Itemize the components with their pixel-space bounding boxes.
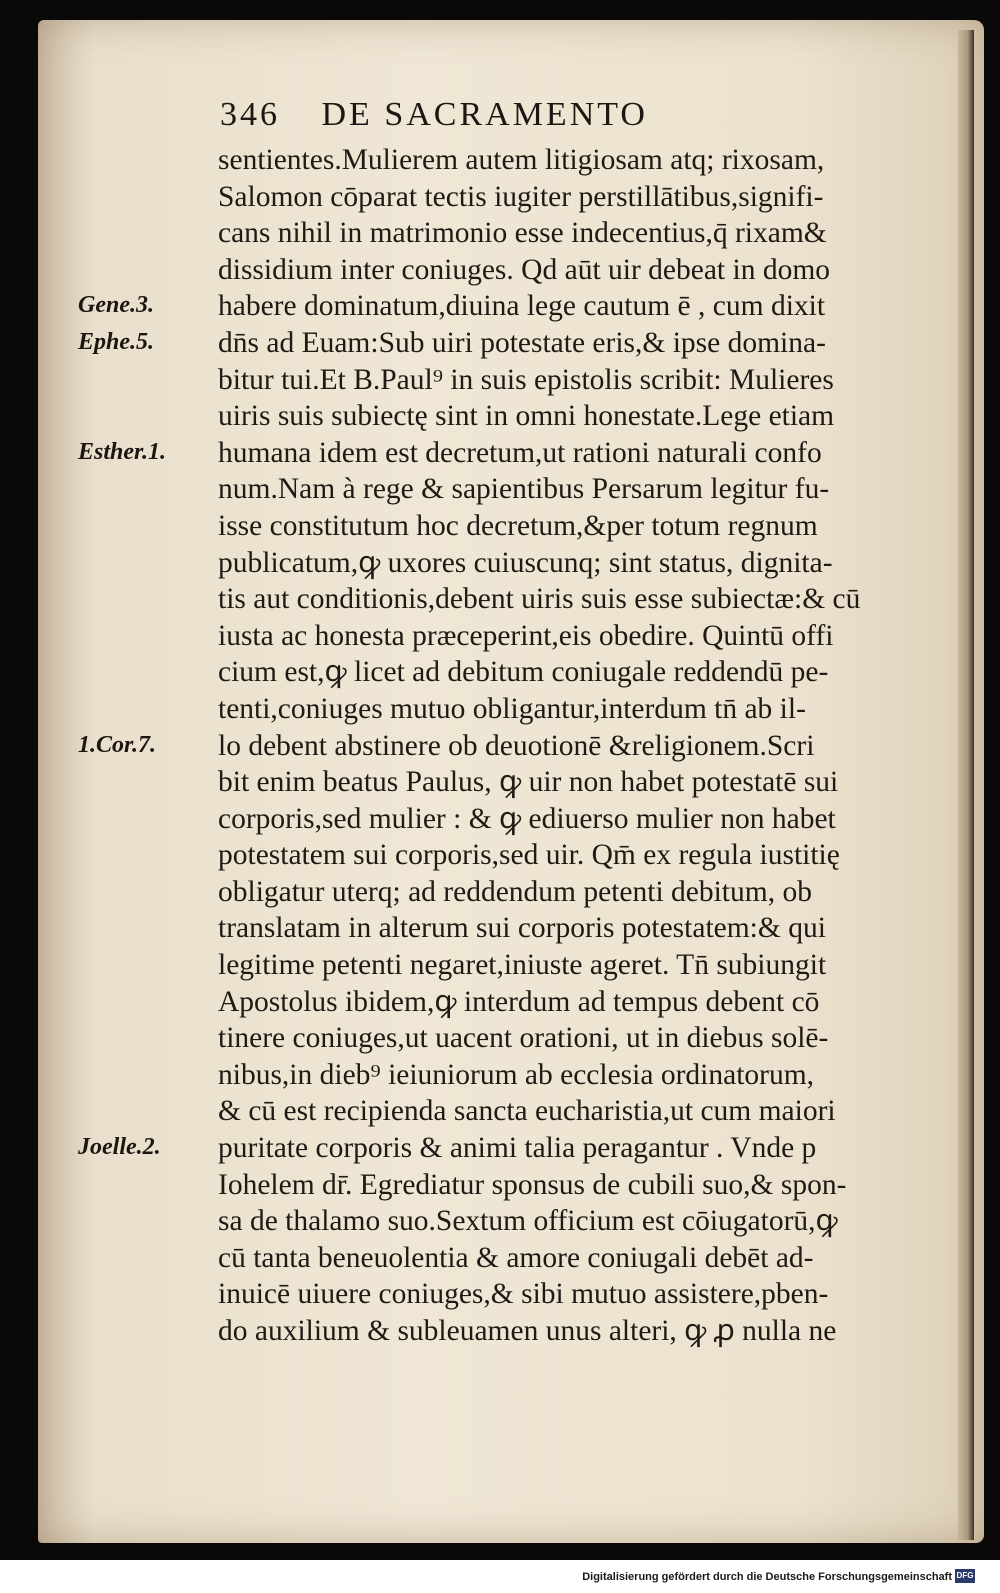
text-line: legitime petenti negaret,iniuste ageret. Tn̄ subiungit [218, 949, 827, 982]
digitization-credit: Digitalisierung gefördert durch die Deutsche Forschungsgemeinschaft [582, 1571, 952, 1583]
text-line: tinere coniuges,ut uacent orationi, ut in diebus solē- [218, 1022, 829, 1055]
text-line: tis aut conditionis,debent uiris suis esse subiectæ:& cū [218, 583, 861, 616]
marginal-note: Gene.3. [78, 292, 154, 319]
text-line: dissidium inter coniuges. Qd aūt uir debeat in domo [218, 253, 831, 286]
running-title: DE SACRAMENTO [321, 96, 648, 133]
text-line: obligatur uterq; ad reddendum petenti debitum, ob [218, 875, 812, 908]
text-line: dn̄s ad Euam:Sub uiri potestate eris,& ipse domina- [218, 326, 826, 359]
text-line: isse constitutum hoc decretum,&per totum regnum [218, 509, 818, 542]
text-line: humana idem est decretum,ut rationi naturali confo [218, 436, 822, 469]
marginal-note: Esther.1. [78, 438, 167, 465]
marginal-note: Ephe.5. [78, 329, 155, 355]
text-line: cans nihil in matrimonio esse indecentius,q̄ rixam& [218, 217, 827, 250]
text-line: nibus,in dieb⁹ ieiuniorum ab ecclesia ordinatorum, [218, 1058, 815, 1091]
marginal-note: Joelle.2. [78, 1134, 161, 1161]
text-line: uiris suis subiectę sint in omni honestate.Lege etiam [218, 400, 835, 433]
body-text [218, 142, 953, 1350]
text-line: translatam in alterum sui corporis potestatem:& qui [218, 912, 826, 945]
text-line: sentientes.Mulierem autem litigiosam atq; rixosam, [218, 144, 825, 176]
marginal-note: 1.Cor.7. [78, 731, 157, 758]
text-line: publicatum,ꝙ uxores cuiuscunq; sint status, dignita- [218, 546, 833, 579]
text-line: num.Nam à rege & sapientibus Persarum legitur fu- [218, 473, 830, 506]
page-edge [958, 30, 974, 1540]
text-line: sa de thalamo suo.Sextum officium est cōiugatorū,ꝙ [218, 1205, 838, 1238]
text-line: cū tanta beneuolentia & amore coniugali debēt ad- [218, 1241, 814, 1274]
text-line: bit enim beatus Paulus, ꝙ uir non habet potestatē sui [218, 766, 839, 799]
page-header [220, 96, 648, 134]
text-line: potestatem sui corporis,sed uir. Qm̄ ex regula iustitię [218, 839, 840, 872]
text-line: habere dominatum,diuina lege cautum ē , cum dixit [218, 290, 826, 323]
text-line: Iohelem dr̄. Egrediatur sponsus de cubili suo,& spon- [218, 1168, 847, 1201]
text-line: bitur tui.Et B.Paul⁹ in suis epistolis scribit: Mulieres [218, 363, 834, 396]
text-line: & cū est recipienda sancta eucharistia,ut cum maiori [218, 1095, 836, 1128]
text-line: Salomon cōparat tectis iugiter perstillātibus,signifi- [218, 180, 824, 213]
text-line: Apostolus ibidem,ꝙ interdum ad tempus debent cō [218, 985, 820, 1018]
dfg-logo: DFG [955, 1569, 975, 1583]
text-line: puritate corporis & animi talia peragantur . Vnde p [218, 1132, 817, 1165]
text-line: tenti,coniuges mutuo obligantur,interdum tn̄ ab il- [218, 692, 806, 725]
page-number: 346 [220, 96, 280, 133]
text-line: corporis,sed mulier : & ꝙ ediuerso mulier non habet [218, 802, 836, 835]
text-line: iusta ac honesta præceperint,eis obedire. Quintū offi [218, 619, 834, 652]
text-line: cium est,ꝙ licet ad debitum coniugale reddendū pe- [218, 656, 829, 689]
text-line: lo debent abstinere ob deuotionē &religionem.Scri [218, 729, 815, 762]
text-line: do auxilium & subleuamen unus alteri, ꝙ ꝓ nulla ne [218, 1315, 837, 1347]
text-line: inuicē uiuere coniuges,& sibi mutuo assistere,pben- [218, 1278, 829, 1311]
